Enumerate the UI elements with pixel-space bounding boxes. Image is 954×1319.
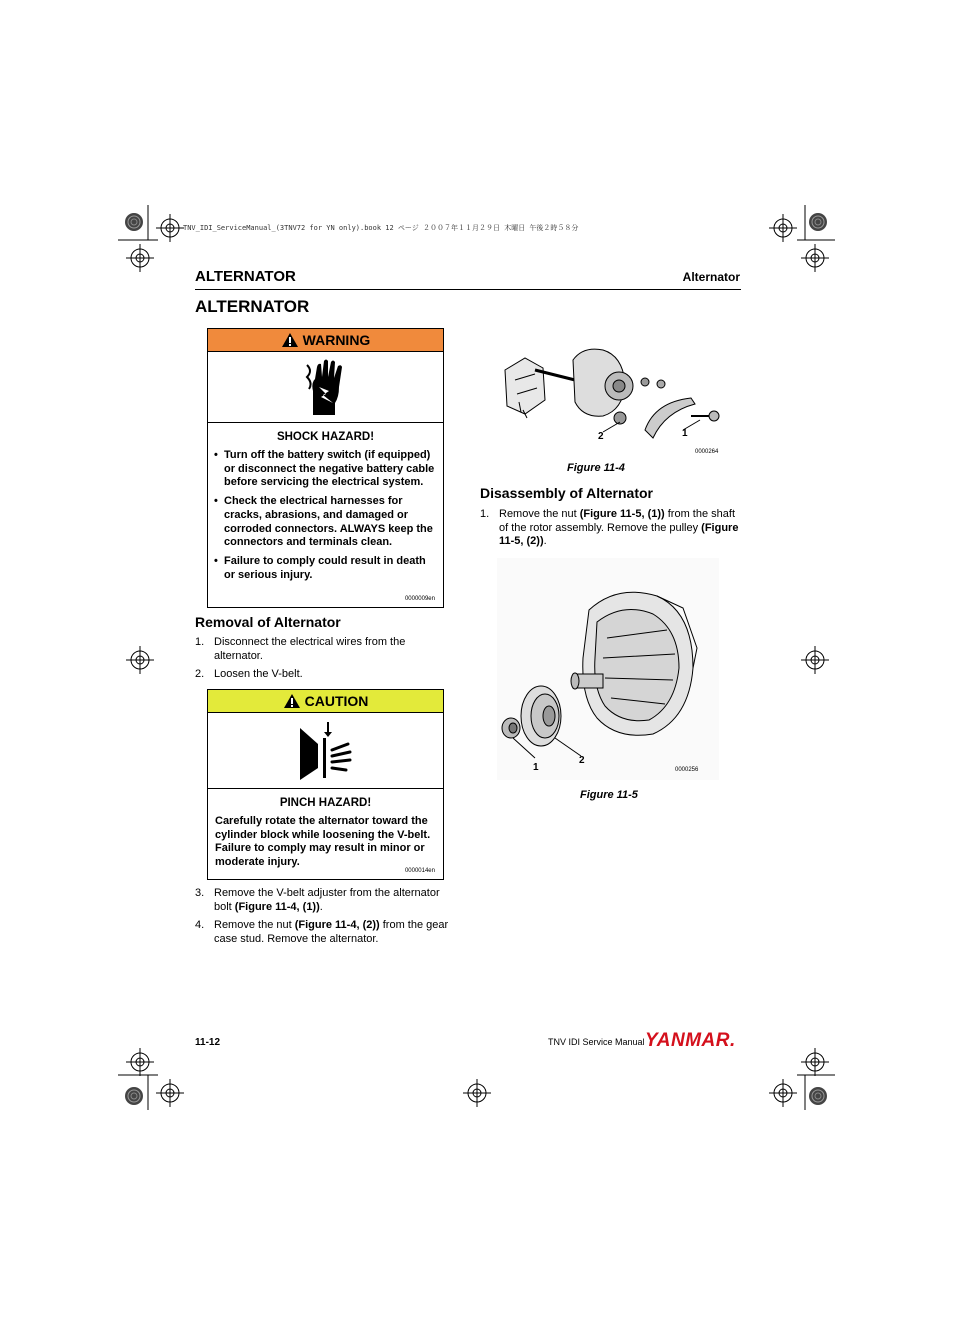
figure-11-5-caption: Figure 11-5 [580,789,638,801]
warning-pictogram [208,352,443,423]
manual-name: TNV IDI Service Manual [548,1037,645,1047]
fig4-callout-1: 1 [682,428,688,439]
removal-heading: Removal of Alternator [195,614,341,630]
warning-bullet: • Check the electrical harnesses for cracks, abrasions, and damaged or corroded connectors. ALWAYS keep the connectors and terminals clean. [224,495,435,550]
disassembly-heading: Disassembly of Alternator [480,485,653,501]
fig4-code: 0000264 [695,449,719,455]
warning-triangle-icon [281,332,299,348]
pinch-hazard-title: PINCH HAZARD! [279,797,372,809]
page-title: ALTERNATOR [195,297,310,316]
removal-step-4: 4. Remove the nut (Figure 11-4, (2)) from the gear case stud. Remove the alternator. [195,919,449,945]
disassembly-step-1: 1. Remove the nut (Figure 11-5, (1)) from the shaft of the rotor assembly. Remove the pulley (Figure 11-5, (2)). [480,508,739,548]
yanmar-logo: YANMAR. [645,1030,736,1051]
warning-bullet: • Failure to comply could result in death or serious injury. [224,555,435,582]
fig5-callout-1: 1 [533,762,539,773]
warning-bullet: • Turn off the battery switch (if equipped) or disconnect the negative battery cable before servicing the electrical system. [224,449,435,490]
figure-11-4-caption: Figure 11-4 [567,462,625,474]
running-header-section: ALTERNATOR [195,268,296,285]
running-header-topic: Alternator [682,270,740,284]
shock-hazard-title: SHOCK HAZARD! [276,431,375,443]
fig5-callout-2: 2 [579,755,585,766]
caution-pictogram [208,713,443,789]
figure-11-5-illustration [497,558,719,780]
warning-label: WARNING [302,332,371,348]
print-info: TNV_IDI_ServiceManual_(3TNV72 for YN only).book 12 ページ ２００７年１１月２９日 木曜日 午後２時５８分 [183,224,579,232]
page-number: 11-12 [195,1037,221,1048]
header-rule [195,289,741,290]
removal-step-3: 3. Remove the V-belt adjuster from the alternator bolt (Figure 11-4, (1)). [195,887,440,913]
fig4-callout-2: 2 [598,431,604,442]
warning-box [207,328,444,608]
warning-list [208,449,443,582]
caution-band [208,690,443,713]
caution-code: 0000014en [404,868,435,874]
shock-hand-icon [301,357,351,417]
removal-step-2: 2. Loosen the V-belt. [195,668,303,680]
removal-step-1: 1. Disconnect the electrical wires from the alternator. [195,636,406,662]
warning-band [208,329,443,352]
pinch-hand-icon [296,720,356,782]
figure-11-4-illustration [495,340,735,460]
caution-triangle-icon [283,693,301,709]
caution-text: Carefully rotate the alternator toward the cylinder block while loosening the V-belt. Failure to comply may result in minor or moderate injury. [215,815,431,869]
fig5-code: 0000256 [675,767,699,773]
caution-label: CAUTION [304,693,369,709]
warning-code: 0000009en [404,596,435,602]
caution-box [207,689,444,880]
